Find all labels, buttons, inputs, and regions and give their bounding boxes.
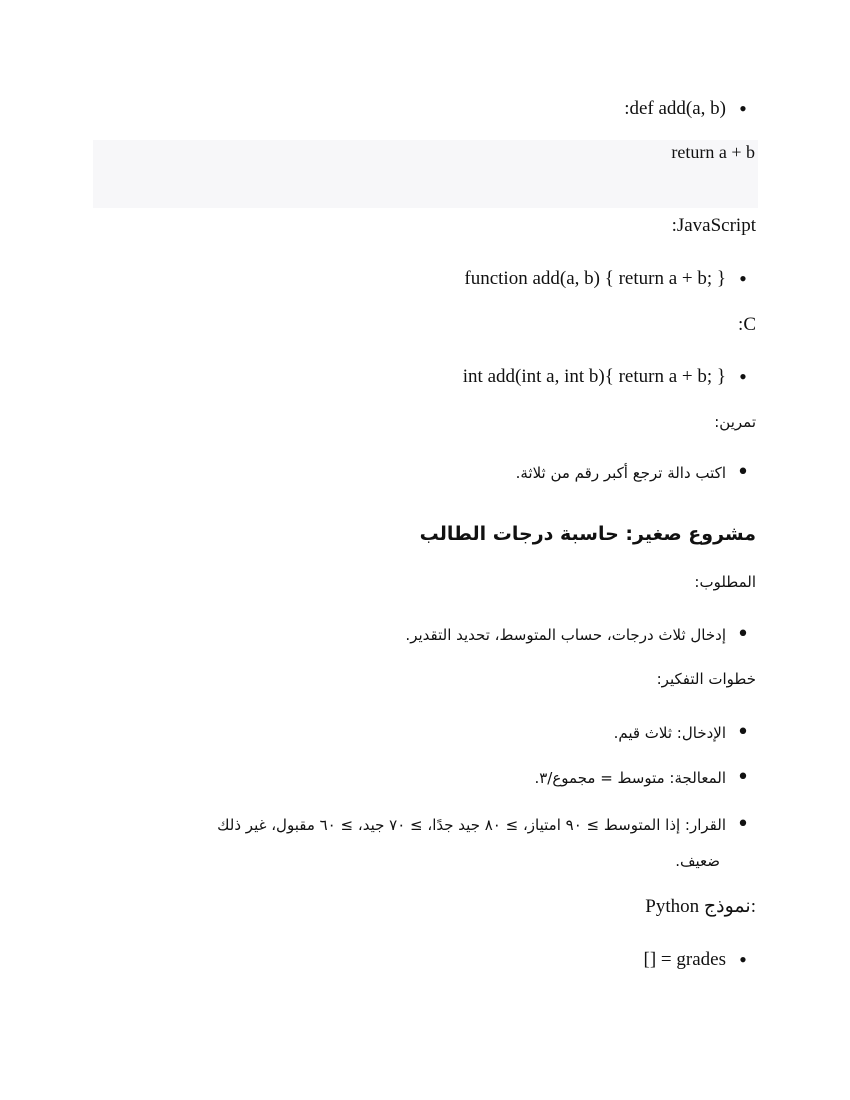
section-heading: مشروع صغير: حاسبة درجات الطالب: [419, 523, 756, 545]
list-item: [217, 812, 756, 838]
python-return-line: return a + b: [671, 142, 755, 162]
list-item: [464, 266, 756, 292]
exercise-item: اكتب دالة ترجع أكبر رقم من ثلاثة.: [515, 464, 726, 482]
list-item: [516, 460, 756, 486]
c-label: :C: [738, 314, 756, 335]
exercise-label: تمرين:: [714, 413, 756, 431]
code-block: [93, 140, 758, 208]
c-code-line: int add(int a, int b){ return a + b; }: [462, 366, 726, 387]
step-decision-continued: ضعيف.: [675, 852, 720, 870]
bullet-icon: •: [736, 622, 750, 647]
javascript-label: :JavaScript: [671, 215, 756, 236]
bullet-icon: •: [736, 720, 750, 745]
python-model-label: [645, 894, 756, 920]
bullet-icon: •: [736, 460, 750, 485]
step-input: الإدخال: ثلاث قيم.: [613, 724, 726, 742]
required-label: المطلوب:: [694, 573, 756, 591]
bullet-icon: •: [736, 765, 750, 790]
list-item: [405, 622, 756, 648]
list-item: [624, 96, 756, 122]
step-processing: المعالجة: متوسط = مجموع/٣.: [534, 769, 726, 787]
javascript-code-line: function add(a, b) { return a + b; }: [464, 268, 726, 289]
required-item: إدخال ثلاث درجات، حساب المتوسط، تحديد التقدير.: [405, 626, 726, 644]
bullet-icon: •: [739, 364, 747, 389]
bullet-icon: •: [739, 266, 747, 291]
steps-label: خطوات التفكير:: [656, 670, 756, 688]
bullet-icon: •: [736, 812, 750, 837]
python-model-text: Python نموذج:: [645, 896, 756, 917]
bullet-icon: •: [739, 96, 747, 121]
list-item: [644, 947, 756, 973]
list-item: [463, 364, 756, 390]
step-decision: القرار: إذا المتوسط ≥ ٩٠ امتياز، ≥ ٨٠ جيد جدًا، ≥ ٧٠ جيد، ≥ ٦٠ مقبول، غير ذلك: [217, 816, 726, 834]
python-def-line: :def add(a, b): [624, 98, 726, 119]
list-item: [534, 765, 756, 791]
list-item: [614, 720, 756, 746]
bullet-icon: •: [739, 947, 747, 972]
grades-code-line: [] = grades: [643, 949, 726, 970]
